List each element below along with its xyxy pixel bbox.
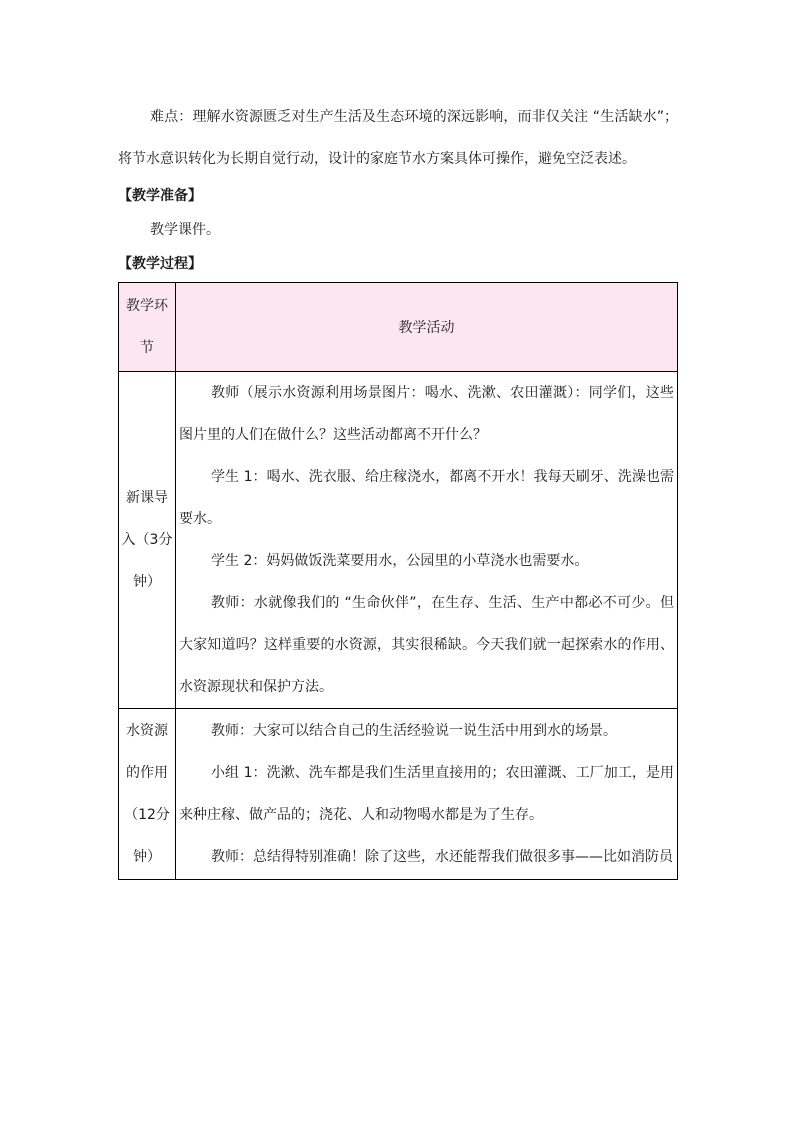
stage-cell <box>119 709 176 880</box>
header-activity-label: 教学活动 <box>398 320 455 336</box>
preparation-heading: 【教学准备】 <box>118 188 202 204</box>
activity-paragraph: 教师：大家可以结合自己的生活经验说一说生活中用到水的场景。 <box>211 723 617 739</box>
process-heading: 【教学过程】 <box>118 256 202 272</box>
process-table <box>118 282 678 880</box>
header-stage-label: 教学环节 <box>126 298 168 356</box>
document-page <box>118 96 678 880</box>
activity-paragraph: 教师（展示水资源利用场景图片：喝水、洗漱、农田灌溉）：同学们，这些图片里的人们在做什么？这些活动都离不开什么？ <box>179 385 674 443</box>
activity-cell <box>176 709 678 880</box>
table-row <box>119 709 678 880</box>
stage-cell <box>119 372 176 709</box>
header-activity-cell <box>176 283 678 372</box>
activity-paragraph: 学生 2：妈妈做饭洗菜要用水，公园里的小草浇水也需要水。 <box>211 553 589 569</box>
table-header-row <box>119 283 678 372</box>
table-row <box>119 372 678 709</box>
preparation-content: 教学课件。 <box>150 222 220 238</box>
stage-label: 水资源的作用（12分钟） <box>124 723 170 865</box>
activity-paragraph: 教师：总结得特别准确！除了这些，水还能帮我们做很多事——比如消防员 <box>211 849 673 865</box>
stage-label: 新课导入（3分钟） <box>121 490 173 590</box>
activity-paragraph: 小组 1：洗漱、洗车都是我们生活里直接用的；农田灌溉、工厂加工，是用来种庄稼、做产品的；浇花、人和动物喝水都是为了生存。 <box>179 765 674 823</box>
activity-paragraph: 学生 1：喝水、洗衣服、给庄稼浇水，都离不开水！我每天刷牙、洗澡也需要水。 <box>179 469 674 527</box>
activity-paragraph: 教师：水就像我们的 “生命伙伴”，在生存、生活、生产中都必不可少。但大家知道吗？这样重要的水资源，其实很稀缺。今天我们就一起探索水的作用、水资源现状和保护方法。 <box>179 595 674 695</box>
difficulty-paragraph: 难点：理解水资源匮乏对生产生活及生态环境的深远影响，而非仅关注 “生活缺水”；将节水意识转化为长期自觉行动，设计的家庭节水方案具体可操作，避免空泛表述。 <box>118 109 678 167</box>
activity-cell <box>176 372 678 709</box>
header-stage-cell <box>119 283 176 372</box>
